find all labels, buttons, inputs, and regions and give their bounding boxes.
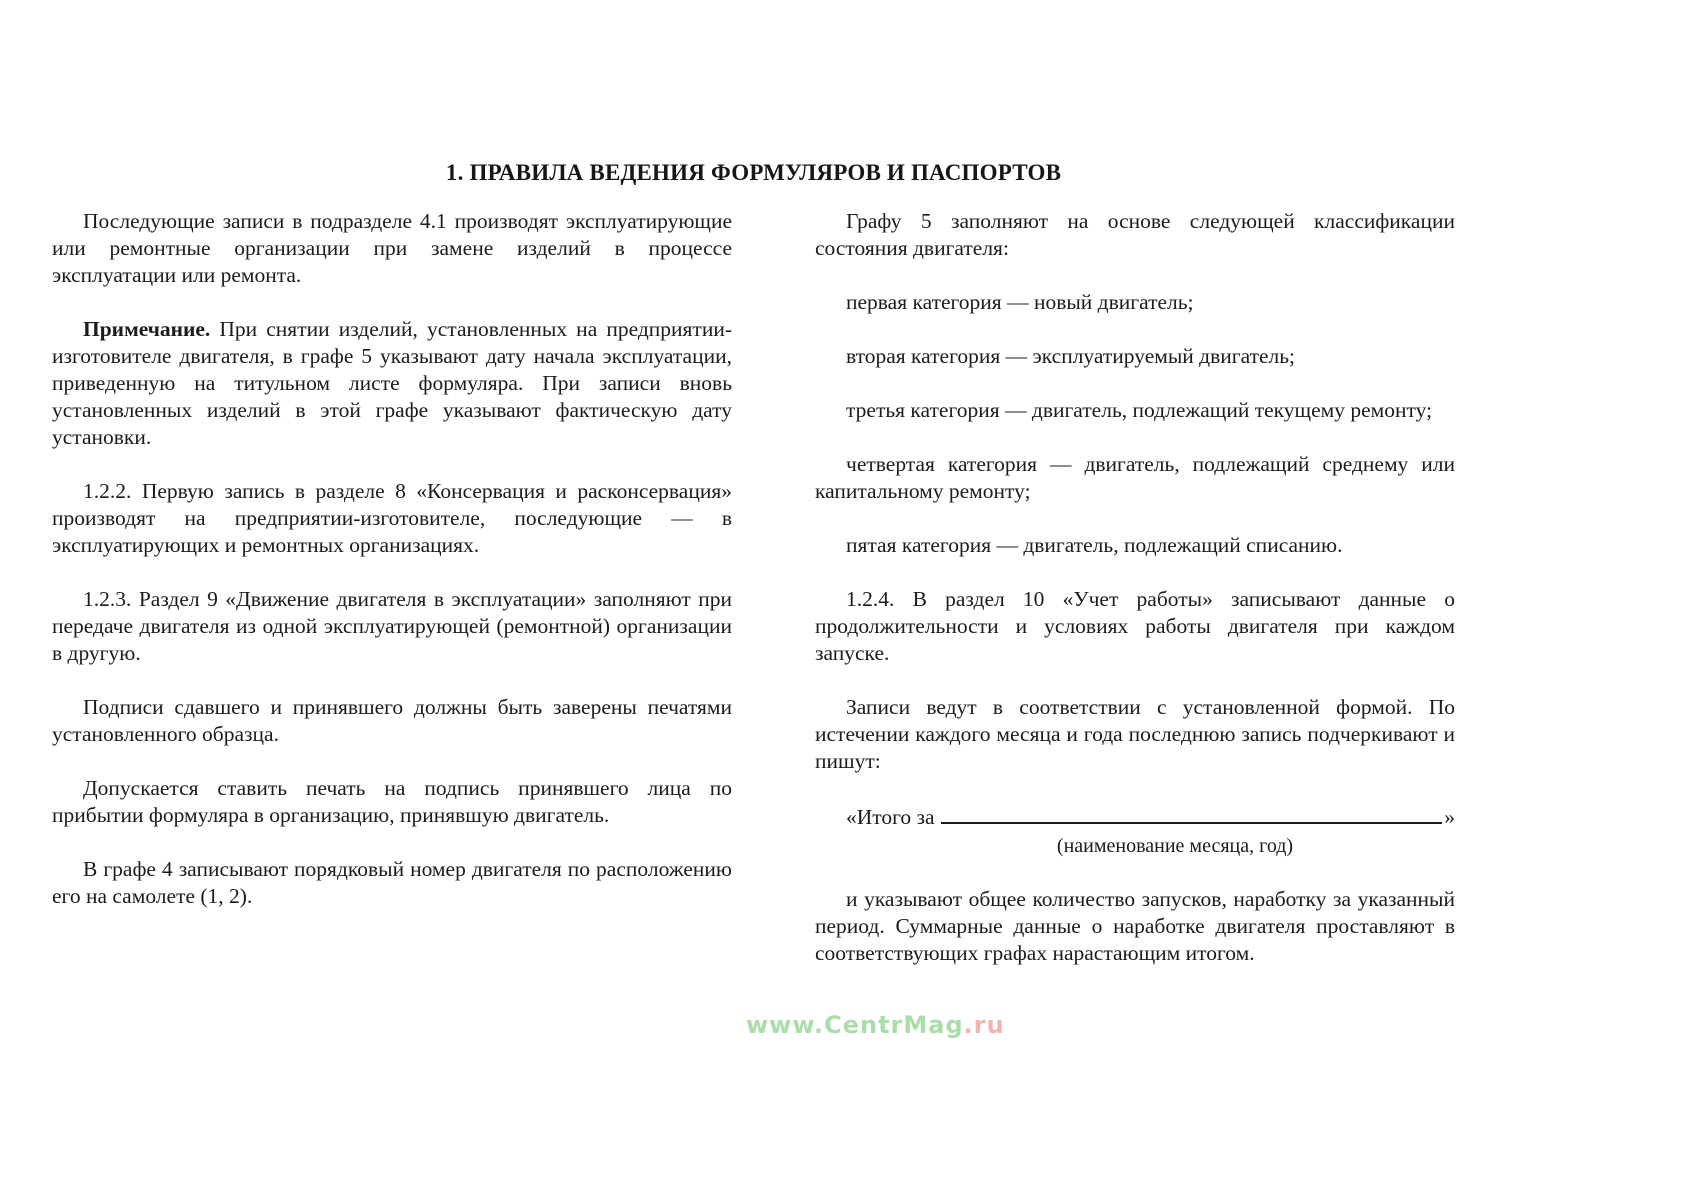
paragraph-note (52, 316, 732, 451)
category-item: четвертая категория — двигатель, подлежащий среднему или капитальному ремонту; (815, 452, 1455, 503)
category-item: вторая категория — эксплуатируемый двигатель; (846, 344, 1296, 368)
paragraph: 1.2.2. Первую запись в разделе 8 «Консервация и расконсервация» производят на предприятии-изготовителе, последующие — в эксплуатирующих и ремонтных организациях. (52, 479, 732, 557)
paragraph: 1.2.3. Раздел 9 «Движение двигателя в эксплуатации» заполняют при передаче двигателя из одной эксплуатирующей (ремонтной) организации в другую. (52, 587, 732, 665)
text-columns (52, 208, 1455, 994)
paragraph: 1.2.4. В раздел 10 «Учет работы» записывают данные о продолжительности и условиях работы двигателя при каждом запуске. (815, 587, 1455, 665)
paragraph: Графу 5 заполняют на основе следующей классификации состояния двигателя: (815, 209, 1455, 260)
paragraph: Допускается ставить печать на подпись принявшего лица по прибытии формуляра в организацию, принявшую двигатель. (52, 776, 732, 827)
page-content (52, 160, 1455, 994)
page-title: 1. ПРАВИЛА ВЕДЕНИЯ ФОРМУЛЯРОВ И ПАСПОРТОВ (445, 160, 1062, 185)
right-column (815, 208, 1455, 994)
watermark (746, 1011, 1005, 1039)
category-item: пятая категория — двигатель, подлежащий списанию. (846, 533, 1343, 557)
paragraph: Последующие записи в подразделе 4.1 производят эксплуатирующие или ремонтные организации при замене изделий в процессе эксплуатации или ремонта. (52, 209, 732, 287)
paragraph: В графе 4 записывают порядковый номер двигателя по расположению его на самолете (1, 2). (52, 857, 732, 908)
note-label: Примечание. (83, 317, 211, 341)
paragraph: Подписи сдавшего и принявшего должны быть заверены печатями установленного образца. (52, 695, 732, 746)
blank-underline (941, 802, 1443, 824)
fill-in-close-quote: » (1444, 805, 1455, 829)
paragraph: и указывают общее количество запусков, наработку за указанный период. Суммарные данные о наработке двигателя проставляют в соответствующих графах нарастающим итогом. (815, 887, 1455, 965)
blank-caption: (наименование месяца, год) (1056, 835, 1294, 857)
watermark-domain-text: .ru (963, 1011, 1005, 1039)
watermark-site-text: www.CentrMag (746, 1011, 964, 1039)
note-text: При снятии изделий, установленных на предприятии-изготовителе двигателя, в графе 5 указывают дату начала эксплуатации, приведенную на титульном листе формуляра. При записи вновь установленных изделий в этой графе указывают фактическую дату установки. (52, 317, 732, 449)
left-column (52, 208, 732, 937)
paragraph: Записи ведут в соответствии с установленной формой. По истечении каждого месяца и года последнюю запись подчеркивают и пишут: (815, 695, 1455, 773)
fill-in-line (815, 802, 1455, 831)
category-item: первая категория — новый двигатель; (846, 290, 1194, 314)
fill-in-lead-text: «Итого за (846, 805, 935, 829)
category-item: третья категория — двигатель, подлежащий текущему ремонту; (846, 398, 1433, 422)
